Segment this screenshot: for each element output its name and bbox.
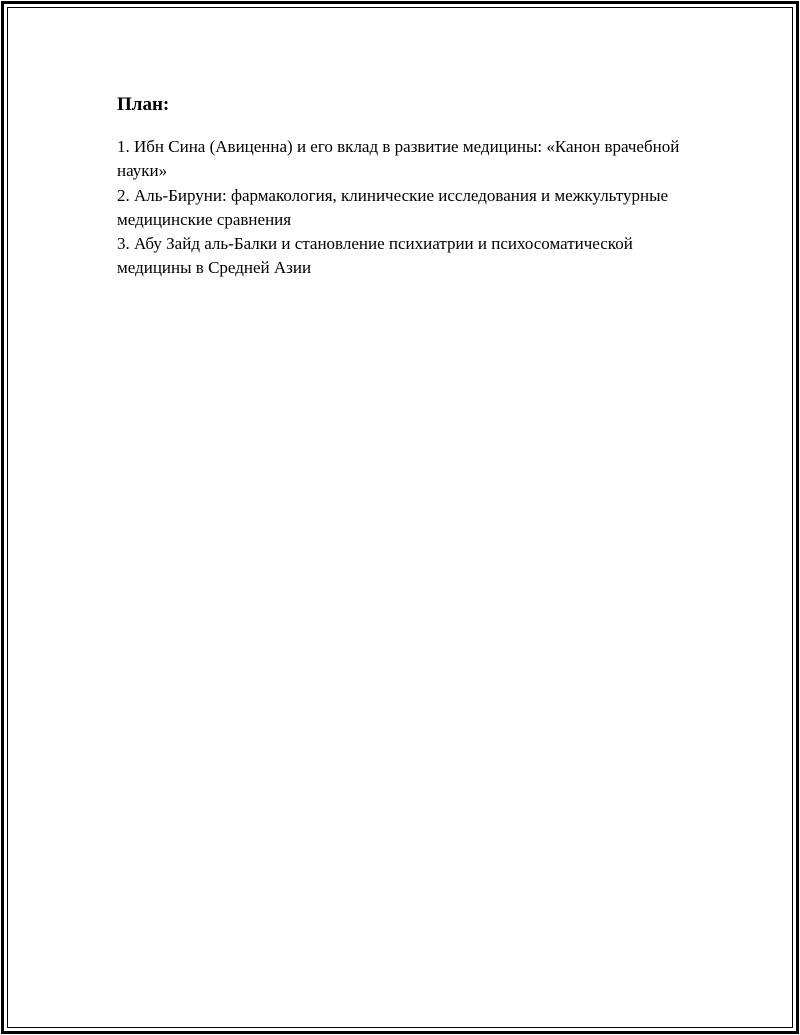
plan-item-3: 3. Абу Зайд аль-Балки и становление психиатрии и психосоматической медицины в Средней Азии xyxy=(117,234,633,278)
plan-item-1: 1. Ибн Сина (Авиценна) и его вклад в развитие медицины: «Канон врачебной науки» xyxy=(117,137,680,181)
plan-item-2: 2. Аль-Бируни: фармакология, клинические исследования и межкультурные медицинские сравнения xyxy=(117,185,669,229)
document-body xyxy=(117,93,697,281)
plan-list xyxy=(117,135,697,281)
plan-heading: План: xyxy=(117,94,170,115)
